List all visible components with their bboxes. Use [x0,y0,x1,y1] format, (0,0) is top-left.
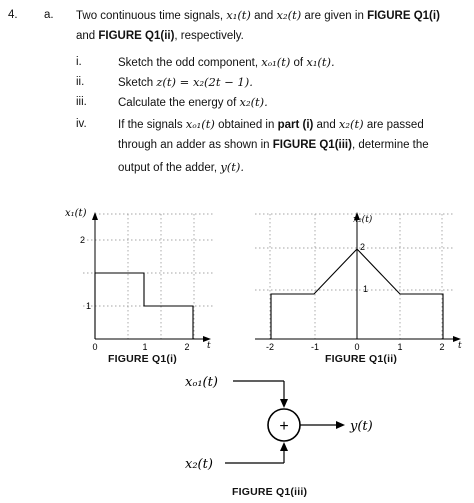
item-iv-line-2 [118,138,429,152]
item-number: iii. [76,96,87,108]
item-iv-line-1 [118,117,424,132]
item-text: and [313,119,339,131]
y-axis-arrow [92,212,98,220]
x-tick-label: 2 [184,342,190,352]
x2-symbol: x₂(t). [239,95,268,109]
y-tick-label: 1 [85,301,91,311]
input-bottom-arrow [280,442,288,451]
adder-plus-symbol: + [279,418,289,435]
peak-label: 2 [360,242,366,252]
x-tick-label: -2 [265,342,275,352]
intro-text: and [76,30,99,42]
figure-ref: FIGURE Q1(iii) [272,139,352,151]
input-top-label: xₒ₁(t) [185,375,218,390]
figure-q1i-plot [55,200,225,352]
item-number: ii. [76,76,85,88]
x-tick-label: -1 [310,342,320,352]
intro-line-2 [76,29,244,43]
intro-text: , respectively. [174,30,244,42]
question-part: a. [44,9,54,21]
xo1-symbol: xₒ₁(t) [185,117,215,131]
item-text: obtained in [214,119,278,131]
figure-q1iii-caption: FIGURE Q1(iii) [232,486,308,498]
figure-q1i-caption: FIGURE Q1(i) [108,353,177,365]
x-tick-label: 1 [397,342,403,352]
item-text: through an adder as shown in [118,139,273,151]
item-ii-text [118,75,253,90]
y-axis-label: x₂(t) [353,215,373,225]
part-ref: part (i) [277,119,314,131]
x1-symbol: x₁(t). [306,55,335,69]
input-top-arrow [280,399,288,408]
item-iii-text [118,95,268,110]
figure-q1ii-caption: FIGURE Q1(ii) [325,353,398,365]
x-tick-label: 1 [142,342,148,352]
x2-symbol: x₂(t) [338,117,364,131]
question-number: 4. [8,9,18,21]
intro-text: are given in [301,10,368,22]
item-i-text [118,55,335,70]
item-text: of [290,57,307,69]
item-number: i. [76,56,82,68]
x-tick-label: 2 [439,342,445,352]
y-axis-label: x₁(t) [65,208,87,219]
x-tick-label: 0 [354,342,360,352]
figure-ref: FIGURE Q1(ii) [98,30,175,42]
figure-q1ii-plot [245,200,465,352]
intro-and: and [250,10,277,22]
output-label: y(t) [350,419,373,434]
x-axis-label: t [458,341,462,351]
x-tick-label: 0 [92,342,98,352]
x2-symbol: x₂(t) [276,8,302,22]
output-arrow [336,421,345,429]
figure-ref: FIGURE Q1(i) [367,10,440,22]
item-text: are passed [363,119,424,131]
input-bottom-label: x₂(t) [185,457,213,472]
y-tick-label: 2 [79,235,85,245]
item-number: iv. [76,118,87,130]
y-symbol: y(t). [220,160,245,174]
item-text: output of the adder, [118,162,221,174]
signal-x1-line [95,273,193,339]
intro-text: Two continuous time signals, [76,10,227,22]
intro-line-1 [76,8,440,23]
level-label: 1 [363,284,369,294]
item-text: , determine the [351,139,429,151]
z-equation: z(t) = x₂(2t − 1). [156,75,253,89]
figure-q1iii-diagram [175,368,385,473]
x1-symbol: x₁(t) [226,8,251,22]
item-text: Sketch the odd component, [118,57,262,69]
item-text: Sketch [118,77,157,89]
xo1-symbol: xₒ₁(t) [261,55,291,69]
item-iv-line-3 [118,160,244,175]
item-text: If the signals [118,119,186,131]
item-text: Calculate the energy of [118,97,240,109]
x-axis-label: t [207,341,211,351]
